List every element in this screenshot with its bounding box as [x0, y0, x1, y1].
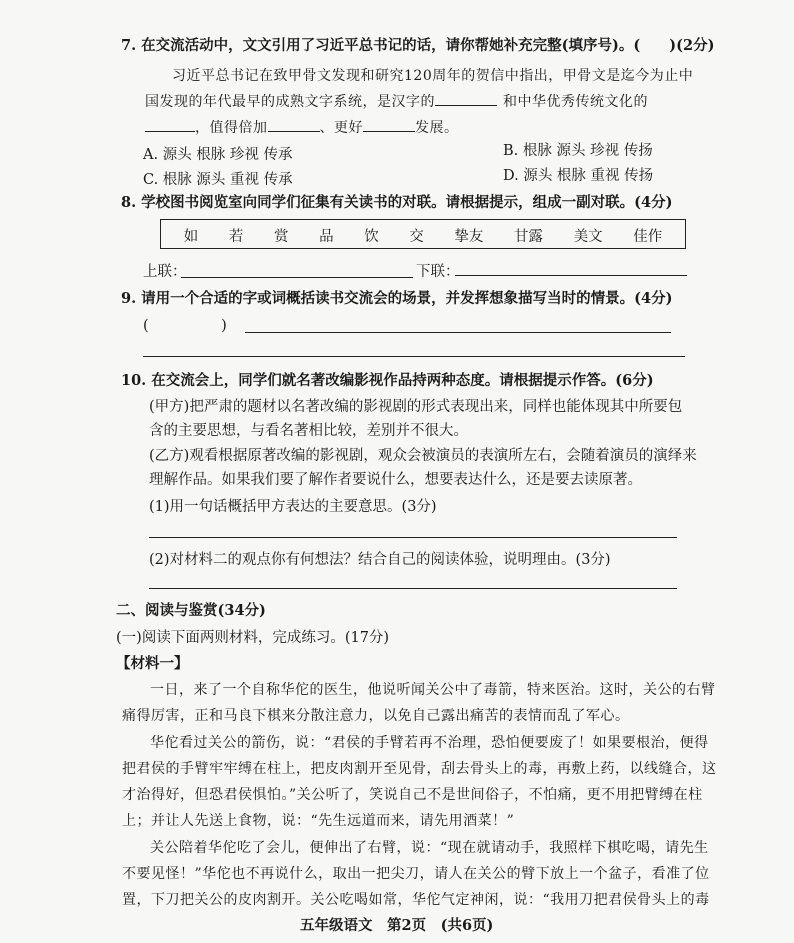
q10-yi-line2: 理解作品。如果我们要了解作者要说什么，想要表达什么，还是要去读原著。: [149, 472, 642, 488]
q10-sub2: (2)对材料二的观点你有何想法？结合自己的阅读体验，说明理由。(3分): [149, 552, 611, 568]
q7-text-2a: 国发现的年代最早的成熟文字系统，是汉字的: [145, 94, 435, 110]
material1-line4: 把君侯的手臂牢牢缚在柱上，把皮肉割开至见骨，刮去骨头上的毒，再敷上药，以线缝合，这: [122, 761, 717, 777]
q7-passage-line1: 习近平总书记在致甲骨文发现和研究120周年的贺信中指出，甲骨文是迄今为止中: [172, 68, 694, 84]
q7-text-3a: ，值得倍加: [195, 120, 268, 136]
q7-option-b[interactable]: B. 根脉 源头 珍视 传扬: [503, 143, 653, 159]
material1-line1: 一日，来了一个自称华佗的医生，他说听闻关公中了毒箭，特来医治。这时，关公的右臂: [150, 682, 716, 698]
q8-word: 挚友: [454, 229, 484, 245]
material1-line6: 上；并让人先送上食物，说：“先生远道而来，请先用酒菜！”: [122, 813, 515, 829]
q7-option-a[interactable]: A. 源头 根脉 珍视 传承: [143, 147, 293, 163]
q7-stem: 7. 在交流活动中，文文引用了习近平总书记的话，请你帮她补充完整(填序号)。( )(2分): [121, 37, 715, 54]
q8-word: 品: [319, 229, 334, 245]
q8-word: 甘露: [514, 229, 544, 245]
q8-word: 美文: [573, 229, 603, 245]
q8-word: 若: [228, 229, 244, 245]
q9-answer-line-1[interactable]: [245, 332, 671, 333]
q7-option-d[interactable]: D. 源头 根脉 重视 传扬: [503, 168, 654, 184]
q8-word-list: [161, 225, 685, 246]
q8-word: 赏: [273, 229, 289, 245]
q8-lower-answer-line[interactable]: [455, 275, 687, 276]
section2-title: 二、阅读与鉴赏(34分): [116, 602, 266, 619]
material1-line5: 才治得好，但恐君侯惧怕。”关公听了，笑说自己不是世间俗子，不怕痛，更不用把臂缚在柱: [122, 787, 703, 803]
q10-stem: 10. 在交流会上，同学们就名著改编影视作品持两种态度。请根据提示作答。(6分): [121, 372, 654, 389]
q8-upper-answer-line[interactable]: [181, 277, 413, 278]
q8-word: 饮: [364, 229, 379, 245]
q9-answer-line-2[interactable]: [143, 356, 685, 357]
material1-line2: 痛得厉害，正和马良下棋来分散注意力，以免自己露出痛苦的表情而乱了军心。: [122, 708, 630, 724]
q8-word: 佳作: [633, 229, 663, 245]
material1-heading: 【材料一】: [116, 655, 189, 672]
q9-stem: 9. 请用一个合适的字或词概括读书交流会的场景，并发挥想象描写当时的情景。(4分): [121, 290, 673, 307]
q7-passage-line3: [145, 117, 459, 138]
q10-sub1: (1)用一句话概括甲方表达的主要意思。(3分): [149, 499, 437, 515]
q10-jia-line1: (甲方)把严肃的题材以名著改编的影视剧的形式表现出来，同样也能体现其中所要包: [149, 399, 683, 415]
material1-line9: 置，下刀把关公的皮肉割开。关公吃喝如常，华佗气定神闲，说：“我用刀把君侯骨头上的毒: [122, 892, 710, 908]
q7-text-3b: 、更好: [319, 120, 363, 136]
q7-blank-2[interactable]: [145, 117, 195, 132]
q9-paren-blank[interactable]: ( ): [143, 318, 227, 334]
q7-text-3c: 发展。: [415, 120, 459, 136]
material1-line7: 关公陪着华佗吃了会儿，便伸出了右臂，说：“现在就请动手，我照样下棋吃喝，请先生: [150, 840, 709, 856]
q7-passage-line2: [145, 91, 648, 112]
q8-upper-label: 上联：: [143, 264, 187, 280]
material1-line8: 不要见怪！”华佗也不再说什么，取出一把尖刀，请人在关公的臂下放上一个盆子，看准了位: [122, 866, 710, 882]
q7-option-c[interactable]: C. 根脉 源头 重视 传承: [143, 172, 293, 188]
q7-blank-1[interactable]: [435, 91, 497, 106]
section2-part1: (一)阅读下面两则材料，完成练习。(17分): [116, 630, 390, 646]
q8-word: 如: [183, 229, 199, 245]
q10-sub1-answer-line[interactable]: [149, 537, 677, 538]
q8-word-box: [160, 219, 686, 249]
q7-blank-3[interactable]: [268, 117, 320, 132]
q8-stem: 8. 学校图书阅览室向同学们征集有关读书的对联。请根据提示，组成一副对联。(4分): [121, 194, 673, 211]
material1-line3: 华佗看过关公的箭伤，说：“君侯的手臂若再不治理，恐怕便要废了！如果要根治，便得: [150, 735, 709, 751]
q10-yi-line1: (乙方)观看根据原著改编的影视剧，观众会被演员的表演所左右，会随着演员的演绎来: [149, 448, 697, 464]
q7-text-2b: 和中华优秀传统文化的: [503, 94, 648, 110]
q8-lower-label: 下联：: [416, 264, 460, 280]
page-footer: 五年级语文 第2页 (共6页): [300, 917, 494, 934]
q8-word: 交: [409, 229, 424, 245]
q10-jia-line2: 含的主要思想，与看名著相比较，差别并不很大。: [149, 423, 468, 439]
q7-blank-4[interactable]: [363, 117, 415, 132]
q10-sub2-answer-line[interactable]: [149, 588, 677, 589]
